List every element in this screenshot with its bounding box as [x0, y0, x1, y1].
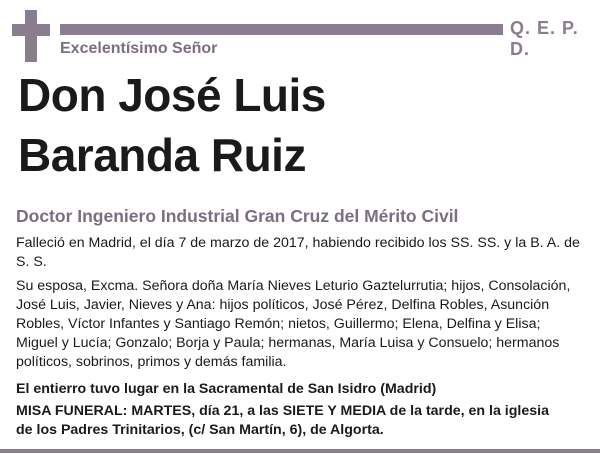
deceased-name-line1: Don José Luis	[18, 69, 326, 121]
family-paragraph: Su esposa, Excma. Señora doña María Nieves Leturio Gaztelurrutia; hijos, Consolación, José Luis, Javier, Nieves y Ana: hijos políticos, José Pérez, Delfina Robles, Asunción Robles, Víctor Infantes y Santiago Remón; nietos, Guillermo; Elena, Delfina y Elisa; Miguel y Lucía; Gonzalo; Borja y Paula; hermanas, María Luisa y Consuelo; hermanos políticos, sobrinos, primos y demás familia.	[16, 278, 571, 370]
funeral-mass-paragraph	[16, 402, 582, 440]
funeral-mass-line2: de los Padres Trinitarios, (c/ San Martín, 6), de Algorta.	[16, 422, 384, 438]
honorific: Excelentísimo Señor	[60, 40, 218, 57]
funeral-mass-line1: MISA FUNERAL: MARTES, día 21, a las SIETE Y MEDIA de la tarde, en la iglesia	[16, 403, 549, 419]
burial-paragraph: El entierro tuvo lugar en la Sacramental de San Isidro (Madrid)	[16, 381, 437, 397]
deceased-title: Doctor Ingeniero Industrial Gran Cruz del Mérito Civil	[16, 206, 459, 226]
deceased-name-line2: Baranda Ruiz	[18, 129, 306, 181]
cross-icon	[12, 10, 50, 62]
death-notice-paragraph: Falleció en Madrid, el día 7 de marzo de 2017, habiendo recibido los SS. SS. y la B. A. de S. S.	[16, 235, 580, 270]
qepd-label: Q. E. P. D.	[510, 18, 579, 59]
header-rule	[60, 24, 503, 35]
footer-rule	[0, 449, 600, 453]
